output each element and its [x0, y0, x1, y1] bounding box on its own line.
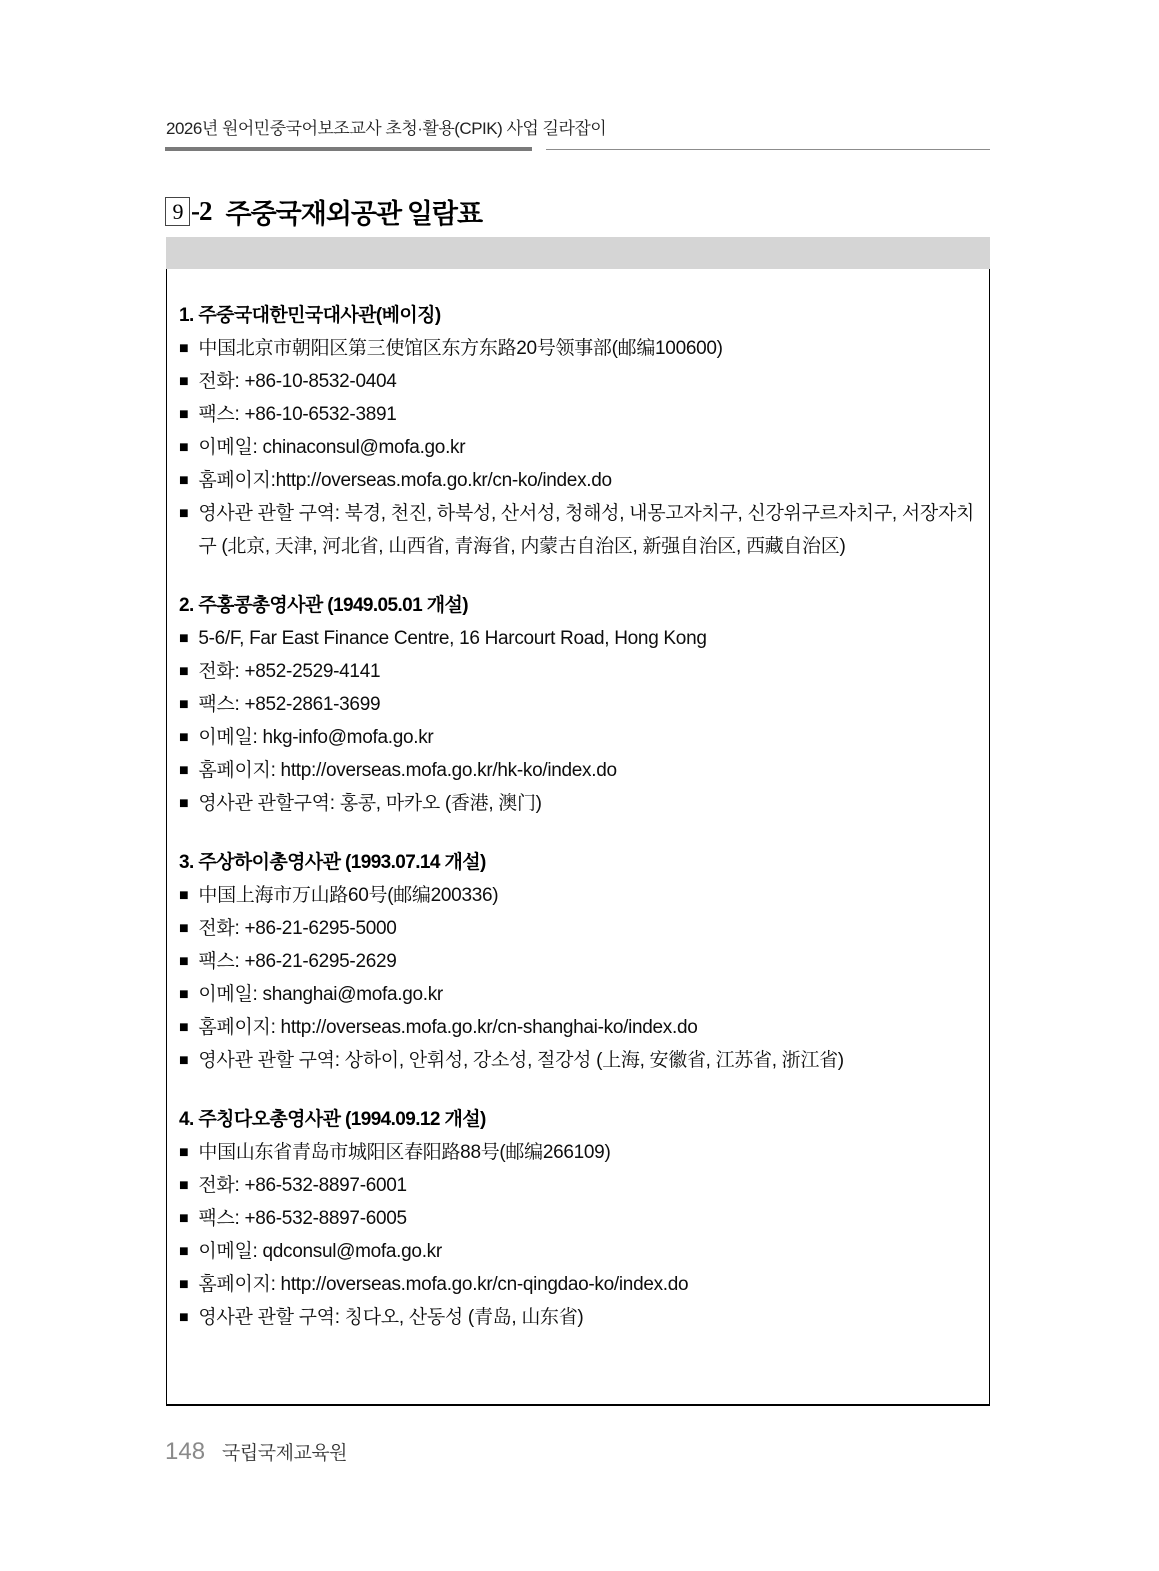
- footer-organization: 국립국제교육원: [222, 1443, 348, 1464]
- info-text: 전화: +86-10-8532-0404: [198, 371, 397, 392]
- info-text: 팩스: +86-532-8897-6005: [198, 1208, 407, 1229]
- page-footer: [165, 1438, 347, 1466]
- info-line: [179, 622, 979, 655]
- consulate-section: [179, 299, 979, 563]
- info-text: 전화: +86-21-6295-5000: [198, 918, 397, 939]
- square-bullet-icon: ■: [179, 986, 189, 1003]
- info-line: [179, 431, 979, 464]
- info-line: [179, 332, 979, 365]
- info-text: 이메일: shanghai@mofa.go.kr: [198, 984, 443, 1005]
- consulate-list-box: [166, 269, 990, 1406]
- title-suffix: -2: [191, 196, 212, 226]
- info-line: [179, 787, 979, 820]
- square-bullet-icon: ■: [179, 340, 189, 357]
- info-line: [179, 464, 979, 497]
- info-line: [179, 1268, 979, 1301]
- header-rule-thin: [546, 149, 990, 150]
- square-bullet-icon: ■: [179, 920, 189, 937]
- info-line: [179, 1202, 979, 1235]
- square-bullet-icon: ■: [179, 1210, 189, 1227]
- info-line: [179, 721, 979, 754]
- square-bullet-icon: ■: [179, 630, 189, 647]
- info-text: 홈페이지: http://overseas.mofa.go.kr/cn-qingdao-ko/index.do: [198, 1274, 689, 1295]
- square-bullet-icon: ■: [179, 472, 189, 489]
- info-line: [179, 398, 979, 431]
- info-text: 이메일: hkg-info@mofa.go.kr: [198, 727, 434, 748]
- square-bullet-icon: ■: [179, 795, 189, 812]
- info-text: 영사관 관할 구역: 북경, 천진, 하북성, 산서성, 청해성, 내몽고자치구, 신강위구르자치구, 서장자치구 (北京, 天津, 河北省, 山西省, 青海省, 内蒙古自治区, 新强自治区, 西藏自治区): [198, 503, 975, 557]
- running-header-title: 2026년 원어민중국어보조교사 초청·활용(CPIK) 사업 길라잡이: [166, 119, 607, 138]
- square-bullet-icon: ■: [179, 1309, 189, 1326]
- square-bullet-icon: ■: [179, 439, 189, 456]
- square-bullet-icon: ■: [179, 663, 189, 680]
- info-line: [179, 945, 979, 978]
- square-bullet-icon: ■: [179, 887, 189, 904]
- page-number: 148: [165, 1438, 206, 1465]
- consulate-name: 1. 주중국대한민국대사관(베이징): [179, 305, 441, 326]
- info-line: [179, 365, 979, 398]
- info-text: 中国上海市万山路60号(邮编200336): [198, 885, 499, 906]
- info-line: [179, 754, 979, 787]
- square-bullet-icon: ■: [179, 1243, 189, 1260]
- info-text: 영사관 관할구역: 홍콩, 마카오 (香港, 澳门): [198, 793, 542, 814]
- info-text: 中国山东省青岛市城阳区春阳路88号(邮编266109): [198, 1142, 611, 1163]
- info-text: 이메일: chinaconsul@mofa.go.kr: [198, 437, 466, 458]
- info-line: [179, 912, 979, 945]
- info-text: 영사관 관할 구역: 상하이, 안휘성, 강소성, 절강성 (上海, 安徽省, 江苏省, 浙江省): [198, 1050, 844, 1071]
- info-text: 홈페이지:http://overseas.mofa.go.kr/cn-ko/index.do: [198, 470, 612, 491]
- header-rule: [165, 147, 990, 151]
- info-line: [179, 655, 979, 688]
- info-text: 팩스: +852-2861-3699: [198, 694, 381, 715]
- consulate-name: 3. 주상하이총영사관 (1993.07.14 개설): [179, 852, 486, 873]
- info-text: 5-6/F, Far East Finance Centre, 16 Harcourt Road, Hong Kong: [198, 628, 707, 649]
- square-bullet-icon: ■: [179, 373, 189, 390]
- info-text: 영사관 관할 구역: 칭다오, 산동성 (青岛, 山东省): [198, 1307, 584, 1328]
- square-bullet-icon: ■: [179, 1052, 189, 1069]
- info-text: 전화: +852-2529-4141: [198, 661, 381, 682]
- consulate-section: [179, 846, 979, 1077]
- consulate-section: [179, 589, 979, 820]
- square-bullet-icon: ■: [179, 1276, 189, 1293]
- info-line: [179, 1011, 979, 1044]
- info-line: [179, 1044, 979, 1077]
- title-text: 주중국재외공관 일람표: [225, 199, 483, 229]
- info-line: [179, 1169, 979, 1202]
- info-text: 팩스: +86-21-6295-2629: [198, 951, 397, 972]
- consulate-section: [179, 1103, 979, 1334]
- square-bullet-icon: ■: [179, 1019, 189, 1036]
- info-line: [179, 879, 979, 912]
- info-text: 홈페이지: http://overseas.mofa.go.kr/hk-ko/index.do: [198, 760, 617, 781]
- info-line: [179, 1301, 979, 1334]
- header-rule-thick: [165, 147, 532, 151]
- title-number-box: 9: [165, 197, 190, 226]
- info-text: 이메일: qdconsul@mofa.go.kr: [198, 1241, 442, 1262]
- square-bullet-icon: ■: [179, 505, 189, 522]
- info-line: [179, 497, 979, 563]
- table-header-bar: [166, 237, 990, 269]
- square-bullet-icon: ■: [179, 1177, 189, 1194]
- info-line: [179, 978, 979, 1011]
- consulate-name: 4. 주칭다오총영사관 (1994.09.12 개설): [179, 1109, 486, 1130]
- square-bullet-icon: ■: [179, 953, 189, 970]
- info-text: 팩스: +86-10-6532-3891: [198, 404, 397, 425]
- page-title: [165, 192, 482, 231]
- info-line: [179, 1235, 979, 1268]
- info-line: [179, 688, 979, 721]
- info-text: 전화: +86-532-8897-6001: [198, 1175, 407, 1196]
- info-text: 홈페이지: http://overseas.mofa.go.kr/cn-shanghai-ko/index.do: [198, 1017, 698, 1038]
- info-text: 中国北京市朝阳区第三使馆区东方东路20号领事部(邮编100600): [198, 338, 723, 359]
- square-bullet-icon: ■: [179, 729, 189, 746]
- consulate-name: 2. 주홍콩총영사관 (1949.05.01 개설): [179, 595, 469, 616]
- info-line: [179, 1136, 979, 1169]
- square-bullet-icon: ■: [179, 406, 189, 423]
- square-bullet-icon: ■: [179, 1144, 189, 1161]
- square-bullet-icon: ■: [179, 696, 189, 713]
- square-bullet-icon: ■: [179, 762, 189, 779]
